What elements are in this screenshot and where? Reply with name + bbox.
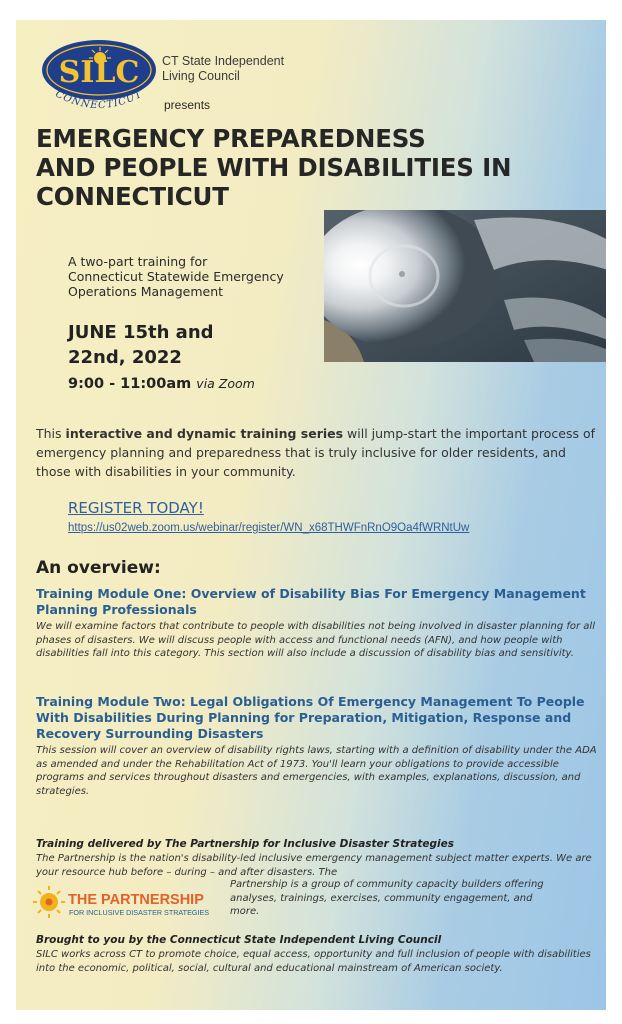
partnership-logo <box>32 884 230 924</box>
presents-label: presents <box>164 98 211 112</box>
partnership-body-continued: Partnership is a group of community capacity builders offering analyses, trainings, exercises, community engagement, and more. <box>230 879 544 917</box>
silc-logo <box>38 34 160 114</box>
register-link[interactable]: REGISTER TODAY! <box>68 499 204 517</box>
module-two-title: Training Module Two: Legal Obligations Of Emergency Management To People With Disabilities During Planning for Preparation, Mitigation, Response and Recovery Surrounding Disasters <box>36 694 585 741</box>
flyer <box>16 20 606 1010</box>
module-one-body: We will examine factors that contribute to people with disabilities not being involved in disaster planning for all phases of disasters. We will discuss people with access and functional needs (AFN), and how people with disabilities fall into this category. This section will also include a discussion of disability bias and sensitivity. <box>36 621 595 659</box>
training-subtitle: A two-part training for Connecticut Statewide Emergency Operations Management <box>68 254 284 299</box>
via-zoom-label: via Zoom <box>196 376 255 391</box>
hurricane-satellite-image <box>324 210 606 362</box>
training-time: 9:00 - 11:00am via Zoom <box>68 376 255 392</box>
description-paragraph: This interactive and dynamic training series will jump-start the important process of emergency planning and preparedness that is truly inclusive for older residents, and those with disabilities in your community. <box>36 426 596 479</box>
page-title: EMERGENCY PREPAREDNESS AND PEOPLE WITH DISABILITIES IN CONNECTICUT <box>36 124 512 211</box>
overview-heading: An overview: <box>36 558 161 578</box>
partnership-logo-sub: FOR INCLUSIVE DISASTER STRATEGIES <box>69 908 210 917</box>
partnership-logo-main: THE PARTNERSHIP <box>68 892 204 908</box>
silc-body: SILC works across CT to promote choice, equal access, opportunity and full inclusion of people with disabilities into the economic, political, social, cultural and educational mainstream of American society. <box>36 949 591 974</box>
org-name: CT State Independent Living Council <box>162 54 285 83</box>
training-dates: JUNE 15th and 22nd, 2022 <box>68 322 214 368</box>
registration-url-link[interactable]: https://us02web.zoom.us/webinar/register/WN_x68THWFnRnO9Oa4fWRNtUw <box>68 522 470 534</box>
silc-logo-letters: SILC <box>58 55 140 90</box>
partnership-sun-icon <box>33 886 65 918</box>
partnership-heading: Training delivered by The Partnership for Inclusive Disaster Strategies <box>36 838 454 850</box>
partnership-body: The Partnership is the nation's disability-led inclusive emergency management subject matter experts. We are your resource hub before – during – and after disasters. The <box>36 853 592 878</box>
silc-logo-state: CONNECTICUT <box>53 88 145 112</box>
module-one-title: Training Module One: Overview of Disability Bias For Emergency Management Planning Professionals <box>36 586 586 617</box>
module-two-body: This session will cover an overview of disability rights laws, starting with a definition of disability under the ADA as amended and under the Rehabilitation Act of 1973. You'll learn your obligations to provide accessible programs and services throughout disasters and emergencies, with examples, explanations, discussion, and strategies. <box>36 745 597 797</box>
silc-heading: Brought to you by the Connecticut State Independent Living Council <box>36 934 442 946</box>
